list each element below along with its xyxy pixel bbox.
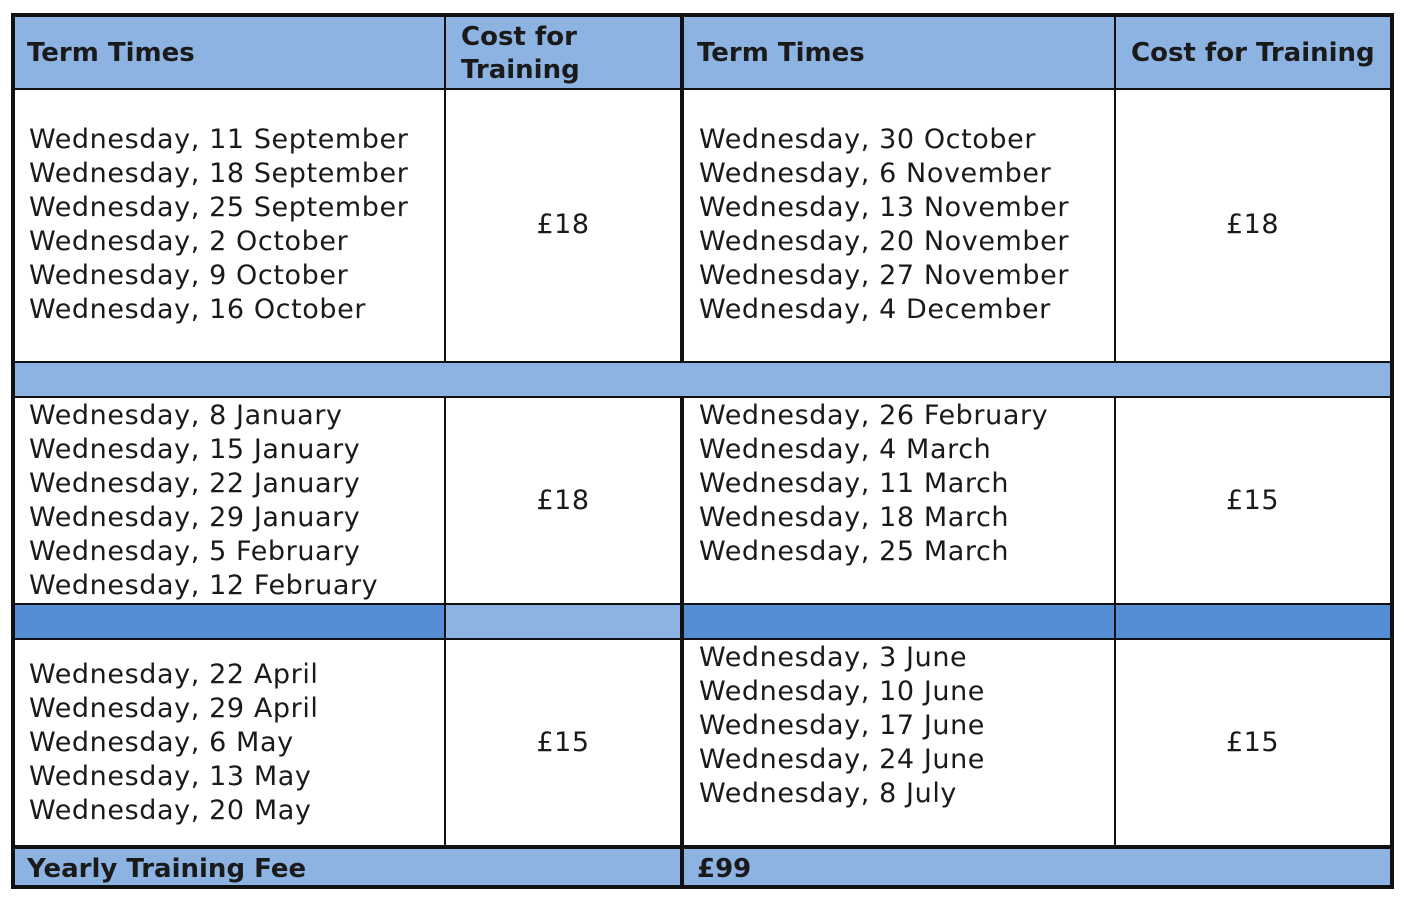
row1-left-cost bbox=[445, 88, 681, 361]
date-line: Wednesday, 5 February bbox=[29, 536, 361, 567]
date-line: Wednesday, 30 October bbox=[699, 124, 1037, 155]
yearly-fee-label: Yearly Training Fee bbox=[27, 854, 307, 884]
date-line: Wednesday, 20 November bbox=[699, 226, 1070, 257]
date-line: Wednesday, 12 February bbox=[29, 570, 379, 601]
row2-right-cost bbox=[1115, 398, 1390, 603]
date-line: Wednesday, 4 March bbox=[699, 434, 992, 465]
footer-label-cell bbox=[15, 849, 681, 885]
separator-row-2-cell-2 bbox=[445, 605, 681, 638]
row1-right-cost bbox=[1115, 88, 1390, 361]
date-line: Wednesday, 18 September bbox=[29, 158, 409, 189]
grid-line-center bbox=[680, 17, 684, 363]
grid-line-col1 bbox=[444, 17, 446, 363]
header-term-times-left bbox=[15, 17, 445, 88]
grid-line-col3-lower bbox=[1114, 396, 1116, 849]
date-line: Wednesday, 15 January bbox=[29, 434, 361, 465]
date-line: Wednesday, 20 May bbox=[29, 795, 312, 826]
date-line: Wednesday, 17 June bbox=[699, 710, 986, 741]
grid-line-col3 bbox=[1114, 17, 1116, 363]
grid-line-header-bottom bbox=[15, 88, 1390, 90]
header-term-times-right bbox=[681, 17, 1115, 88]
row1-right-dates bbox=[685, 123, 1115, 327]
date-line: Wednesday, 29 April bbox=[29, 693, 319, 724]
date-line: Wednesday, 6 November bbox=[699, 158, 1052, 189]
date-line: Wednesday, 13 November bbox=[699, 192, 1070, 223]
separator-row-1 bbox=[15, 363, 1390, 396]
row1-left-dates bbox=[15, 123, 445, 327]
grid-line-row3-bottom bbox=[15, 845, 1390, 849]
yearly-fee-value: £99 bbox=[697, 854, 752, 884]
date-line: Wednesday, 10 June bbox=[699, 676, 986, 707]
date-line: Wednesday, 25 September bbox=[29, 192, 409, 223]
row3-right-cost-value: £15 bbox=[1225, 727, 1280, 758]
row3-left-cost bbox=[445, 640, 681, 845]
grid-line-row2-bottom bbox=[15, 603, 1390, 605]
row1-right-cost-value: £18 bbox=[1225, 209, 1280, 240]
date-line: Wednesday, 11 September bbox=[29, 124, 409, 155]
header-cost-right bbox=[1115, 17, 1390, 88]
header-cost-left bbox=[445, 17, 681, 88]
date-line: Wednesday, 13 May bbox=[29, 761, 312, 792]
separator-row-2-cell-3 bbox=[684, 605, 1115, 638]
date-line: Wednesday, 22 January bbox=[29, 468, 361, 499]
row3-left-cost-value: £15 bbox=[536, 727, 590, 758]
term-times-table bbox=[11, 13, 1394, 889]
header-cost-left-line1: Cost for bbox=[461, 22, 577, 52]
row3-right-cost bbox=[1115, 640, 1390, 845]
header-cost-right-text: Cost for Training bbox=[1131, 38, 1375, 68]
grid-line-row1-bottom bbox=[15, 361, 1390, 363]
row3-left-dates bbox=[15, 658, 445, 828]
header-term-times-right-text: Term Times bbox=[697, 38, 865, 68]
row3-right-dates bbox=[685, 641, 1115, 811]
date-line: Wednesday, 8 July bbox=[699, 778, 957, 809]
row2-left-dates bbox=[15, 399, 445, 603]
date-line: Wednesday, 16 October bbox=[29, 294, 367, 325]
grid-line-sep1-bottom bbox=[15, 396, 1390, 398]
header-term-times-left-text: Term Times bbox=[27, 38, 195, 68]
date-line: Wednesday, 29 January bbox=[29, 502, 361, 533]
row1-left-cost-value: £18 bbox=[536, 209, 590, 240]
grid-line-sep2-bottom bbox=[15, 638, 1390, 640]
row2-right-cost-value: £15 bbox=[1225, 485, 1280, 516]
separator-row-2-cell-4 bbox=[1115, 605, 1390, 638]
date-line: Wednesday, 4 December bbox=[699, 294, 1051, 325]
grid-line-center-lower bbox=[680, 396, 684, 885]
date-line: Wednesday, 2 October bbox=[29, 226, 349, 257]
date-line: Wednesday, 24 June bbox=[699, 744, 986, 775]
date-line: Wednesday, 8 January bbox=[29, 400, 343, 431]
date-line: Wednesday, 22 April bbox=[29, 659, 319, 690]
header-cost-left-line2: Training bbox=[461, 55, 580, 85]
date-line: Wednesday, 3 June bbox=[699, 642, 968, 673]
row2-left-cost bbox=[445, 398, 681, 603]
date-line: Wednesday, 25 March bbox=[699, 536, 1010, 567]
date-line: Wednesday, 11 March bbox=[699, 468, 1010, 499]
row2-left-cost-value: £18 bbox=[536, 485, 590, 516]
row2-right-dates bbox=[685, 399, 1115, 569]
separator-row-2-cell-1 bbox=[15, 605, 445, 638]
date-line: Wednesday, 27 November bbox=[699, 260, 1070, 291]
date-line: Wednesday, 26 February bbox=[699, 400, 1049, 431]
date-line: Wednesday, 9 October bbox=[29, 260, 349, 291]
date-line: Wednesday, 18 March bbox=[699, 502, 1010, 533]
grid-line-col1-lower bbox=[444, 396, 446, 849]
footer-value-cell bbox=[684, 849, 1390, 885]
date-line: Wednesday, 6 May bbox=[29, 727, 294, 758]
